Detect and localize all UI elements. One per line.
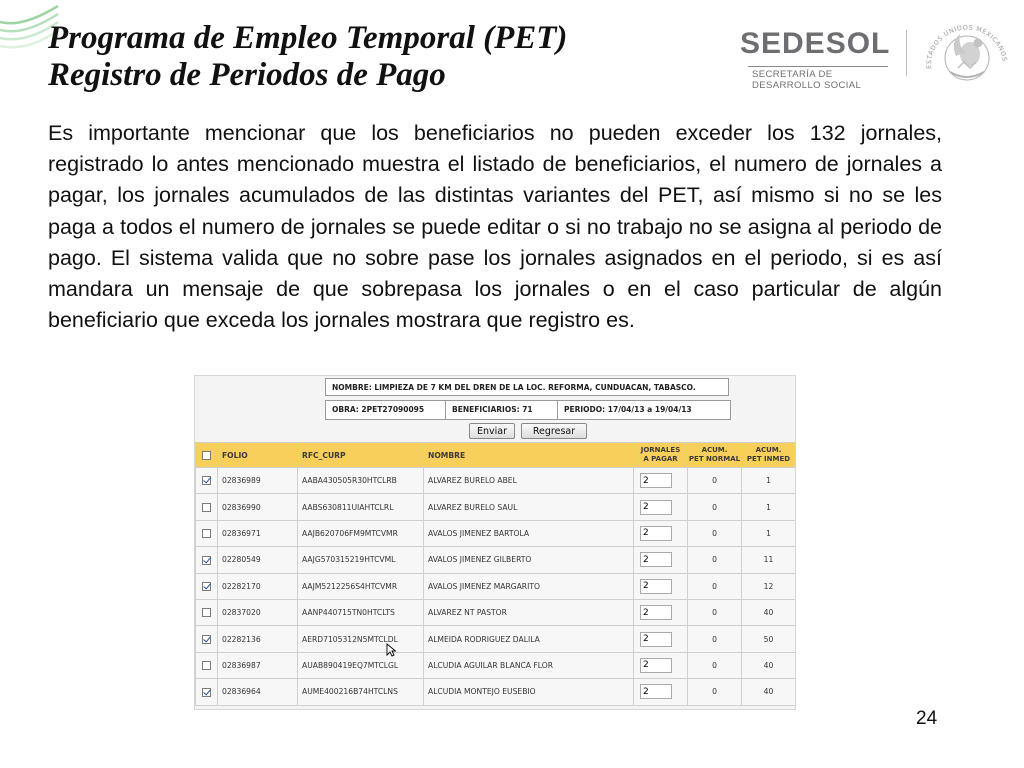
folio-header: FOLIO xyxy=(218,443,298,468)
row-checkbox[interactable] xyxy=(202,688,211,697)
table-row xyxy=(196,468,796,494)
acum-inmed-cell: 1 xyxy=(742,468,796,494)
logo-subtitle-line-1: SECRETARÍA DE xyxy=(752,69,833,80)
jornales-header-line-2: A PAGAR xyxy=(643,455,678,463)
jornales-input[interactable] xyxy=(640,658,672,673)
mouse-cursor-icon xyxy=(386,643,396,657)
table-row xyxy=(196,547,796,573)
table-row xyxy=(196,679,796,705)
slide-title xyxy=(48,20,567,94)
jornales-cell xyxy=(634,573,688,599)
folio-cell: 02836964 xyxy=(218,679,298,705)
rfc-cell: AABA430505R30HTCLRB xyxy=(298,468,424,494)
folio-cell: 02836989 xyxy=(218,468,298,494)
folio-cell: 02280549 xyxy=(218,547,298,573)
regresar-button[interactable]: Regresar xyxy=(521,423,587,439)
jornales-cell xyxy=(634,679,688,705)
project-details-box xyxy=(325,400,731,420)
row-select-cell xyxy=(196,494,218,520)
slide-title-line-2: Registro de Periodos de Pago xyxy=(48,57,446,93)
nombre-cell: ALVAREZ NT PASTOR xyxy=(424,599,634,625)
rfc-cell: AANP440715TN0HTCLTS xyxy=(298,599,424,625)
row-checkbox[interactable] xyxy=(202,661,211,670)
obra-label: OBRA: 2PET27090095 xyxy=(326,401,446,419)
acum-normal-cell: 0 xyxy=(688,626,742,652)
rfc-cell: AAJG570315219HTCVML xyxy=(298,547,424,573)
select-all-checkbox[interactable] xyxy=(202,451,211,460)
beneficiaries-table xyxy=(195,442,796,706)
jornales-input[interactable] xyxy=(640,579,672,594)
row-select-cell xyxy=(196,652,218,678)
nombre-cell: ALCUDIA AGUILAR BLANCA FLOR xyxy=(424,652,634,678)
acum-normal-cell: 0 xyxy=(688,652,742,678)
folio-cell: 02836990 xyxy=(218,494,298,520)
row-checkbox[interactable] xyxy=(202,476,211,485)
jornales-cell xyxy=(634,599,688,625)
table-row xyxy=(196,599,796,625)
row-select-cell xyxy=(196,468,218,494)
table-row xyxy=(196,573,796,599)
row-checkbox[interactable] xyxy=(202,529,211,538)
table-row xyxy=(196,626,796,652)
acum-inmed-cell: 40 xyxy=(742,599,796,625)
table-row xyxy=(196,652,796,678)
logo-rule xyxy=(748,66,888,67)
jornales-input[interactable] xyxy=(640,552,672,567)
jornales-cell xyxy=(634,652,688,678)
logo-divider xyxy=(906,30,907,76)
rfc-cell: AABS630811UIAHTCLRL xyxy=(298,494,424,520)
jornales-header xyxy=(634,443,688,468)
slide-body-text: Es importante mencionar que los beneficiarios no pueden exceder los 132 jornales, registrado lo antes mencionado muestra el listado de beneficiarios, el numero de jornales a pagar, los jornales acumulados de las distintas variantes del PET, así mismo si no se les paga a todos el numero de jornales se puede editar o si no trabajo no se asigna al periodo de pago. El sistema valida que no sobre pase los jornales asignados en el periodo, si es así mandara un mensaje de que sobrepasa los jornales o en el caso particular de algún beneficiario que exceda los jornales mostrara que registro es. xyxy=(48,121,942,333)
slide-title-line-1: Programa de Empleo Temporal (PET) xyxy=(48,20,568,56)
logo-subtitle-line-2: DESARROLLO SOCIAL xyxy=(752,80,862,91)
rfc-cell: AAJM5212256S4HTCVMR xyxy=(298,573,424,599)
acum-inmed-cell: 40 xyxy=(742,679,796,705)
jornales-input[interactable] xyxy=(640,500,672,515)
enviar-button[interactable]: Enviar xyxy=(469,423,515,439)
rfc-header: RFC_CURP xyxy=(298,443,424,468)
jornales-input[interactable] xyxy=(640,605,672,620)
acum-normal-cell: 0 xyxy=(688,520,742,546)
project-name-box: NOMBRE: LIMPIEZA DE 7 KM DEL DREN DE LA LOC. REFORMA, CUNDUACAN, TABASCO. xyxy=(325,378,729,396)
acum-inmed-cell: 11 xyxy=(742,547,796,573)
nombre-cell: AVALOS JIMENEZ MARGARITO xyxy=(424,573,634,599)
nombre-cell: ALCUDIA MONTEJO EUSEBIO xyxy=(424,679,634,705)
rfc-cell: AERD7105312N5MTCLDL xyxy=(298,626,424,652)
page-number: 24 xyxy=(916,708,938,729)
folio-cell: 02836987 xyxy=(218,652,298,678)
sedesol-logo-subtitle xyxy=(752,69,861,91)
folio-cell: 02282170 xyxy=(218,573,298,599)
acum-inmed-cell: 40 xyxy=(742,652,796,678)
jornales-cell xyxy=(634,520,688,546)
nombre-header: NOMBRE xyxy=(424,443,634,468)
rfc-cell: AAJB620706FM9MTCVMR xyxy=(298,520,424,546)
mexico-coat-of-arms-seal xyxy=(920,12,1014,94)
folio-cell: 02836971 xyxy=(218,520,298,546)
row-checkbox[interactable] xyxy=(202,556,211,565)
acum-inmed-header xyxy=(742,443,796,468)
folio-cell: 02282136 xyxy=(218,626,298,652)
acum-inmed-header-line-2: PET INMED xyxy=(746,455,791,463)
rfc-cell: AUME400216B74HTCLNS xyxy=(298,679,424,705)
row-select-cell xyxy=(196,599,218,625)
acum-normal-cell: 0 xyxy=(688,547,742,573)
beneficiarios-label: BENEFICIARIOS: 71 xyxy=(446,401,558,419)
acum-normal-header xyxy=(688,443,742,468)
row-checkbox[interactable] xyxy=(202,582,211,591)
acum-normal-cell: 0 xyxy=(688,599,742,625)
seal-text: ESTADOS UNIDOS MEXICANOS xyxy=(924,23,1009,70)
table-header-row xyxy=(196,443,796,468)
jornales-input[interactable] xyxy=(640,632,672,647)
periodo-label: PERIODO: 17/04/13 a 19/04/13 xyxy=(564,405,692,414)
rfc-cell: AUAB890419EQ7MTCLGL xyxy=(298,652,424,678)
jornales-input[interactable] xyxy=(640,526,672,541)
jornales-input[interactable] xyxy=(640,684,672,699)
folio-cell: 02837020 xyxy=(218,599,298,625)
row-select-cell xyxy=(196,520,218,546)
jornales-header-line-1: JORNALES xyxy=(640,446,681,454)
acum-normal-cell: 0 xyxy=(688,573,742,599)
jornales-input[interactable] xyxy=(640,473,672,488)
table-row xyxy=(196,494,796,520)
sedesol-logo xyxy=(740,24,900,94)
row-select-cell xyxy=(196,573,218,599)
row-checkbox[interactable] xyxy=(202,635,211,644)
acum-inmed-cell: 50 xyxy=(742,626,796,652)
select-all-header xyxy=(196,443,218,468)
row-select-cell xyxy=(196,547,218,573)
jornales-cell xyxy=(634,626,688,652)
acum-inmed-cell: 12 xyxy=(742,573,796,599)
nombre-cell: ALVAREZ BURELO SAUL xyxy=(424,494,634,520)
nombre-cell: ALVAREZ BURELO ABEL xyxy=(424,468,634,494)
acum-normal-cell: 0 xyxy=(688,679,742,705)
acum-inmed-header-line-1: ACUM. xyxy=(755,446,782,454)
acum-inmed-cell: 1 xyxy=(742,494,796,520)
table-row xyxy=(196,520,796,546)
acum-inmed-cell: 1 xyxy=(742,520,796,546)
row-select-cell xyxy=(196,626,218,652)
acum-normal-cell: 0 xyxy=(688,494,742,520)
jornales-cell xyxy=(634,494,688,520)
jornales-cell xyxy=(634,468,688,494)
row-select-cell xyxy=(196,679,218,705)
jornales-cell xyxy=(634,547,688,573)
nombre-cell: ALMEIDA RODRIGUEZ DALILA xyxy=(424,626,634,652)
nombre-cell: AVALOS JIMENEZ BARTOLA xyxy=(424,520,634,546)
embedded-app-screenshot xyxy=(194,375,796,710)
acum-normal-cell: 0 xyxy=(688,468,742,494)
acum-normal-header-line-1: ACUM. xyxy=(701,446,728,454)
nombre-cell: AVALOS JIMENEZ GILBERTO xyxy=(424,547,634,573)
row-checkbox[interactable] xyxy=(202,608,211,617)
acum-normal-header-line-2: PET NORMAL xyxy=(688,455,741,463)
sedesol-logo-name: SEDESOL xyxy=(740,27,891,60)
row-checkbox[interactable] xyxy=(202,503,211,512)
